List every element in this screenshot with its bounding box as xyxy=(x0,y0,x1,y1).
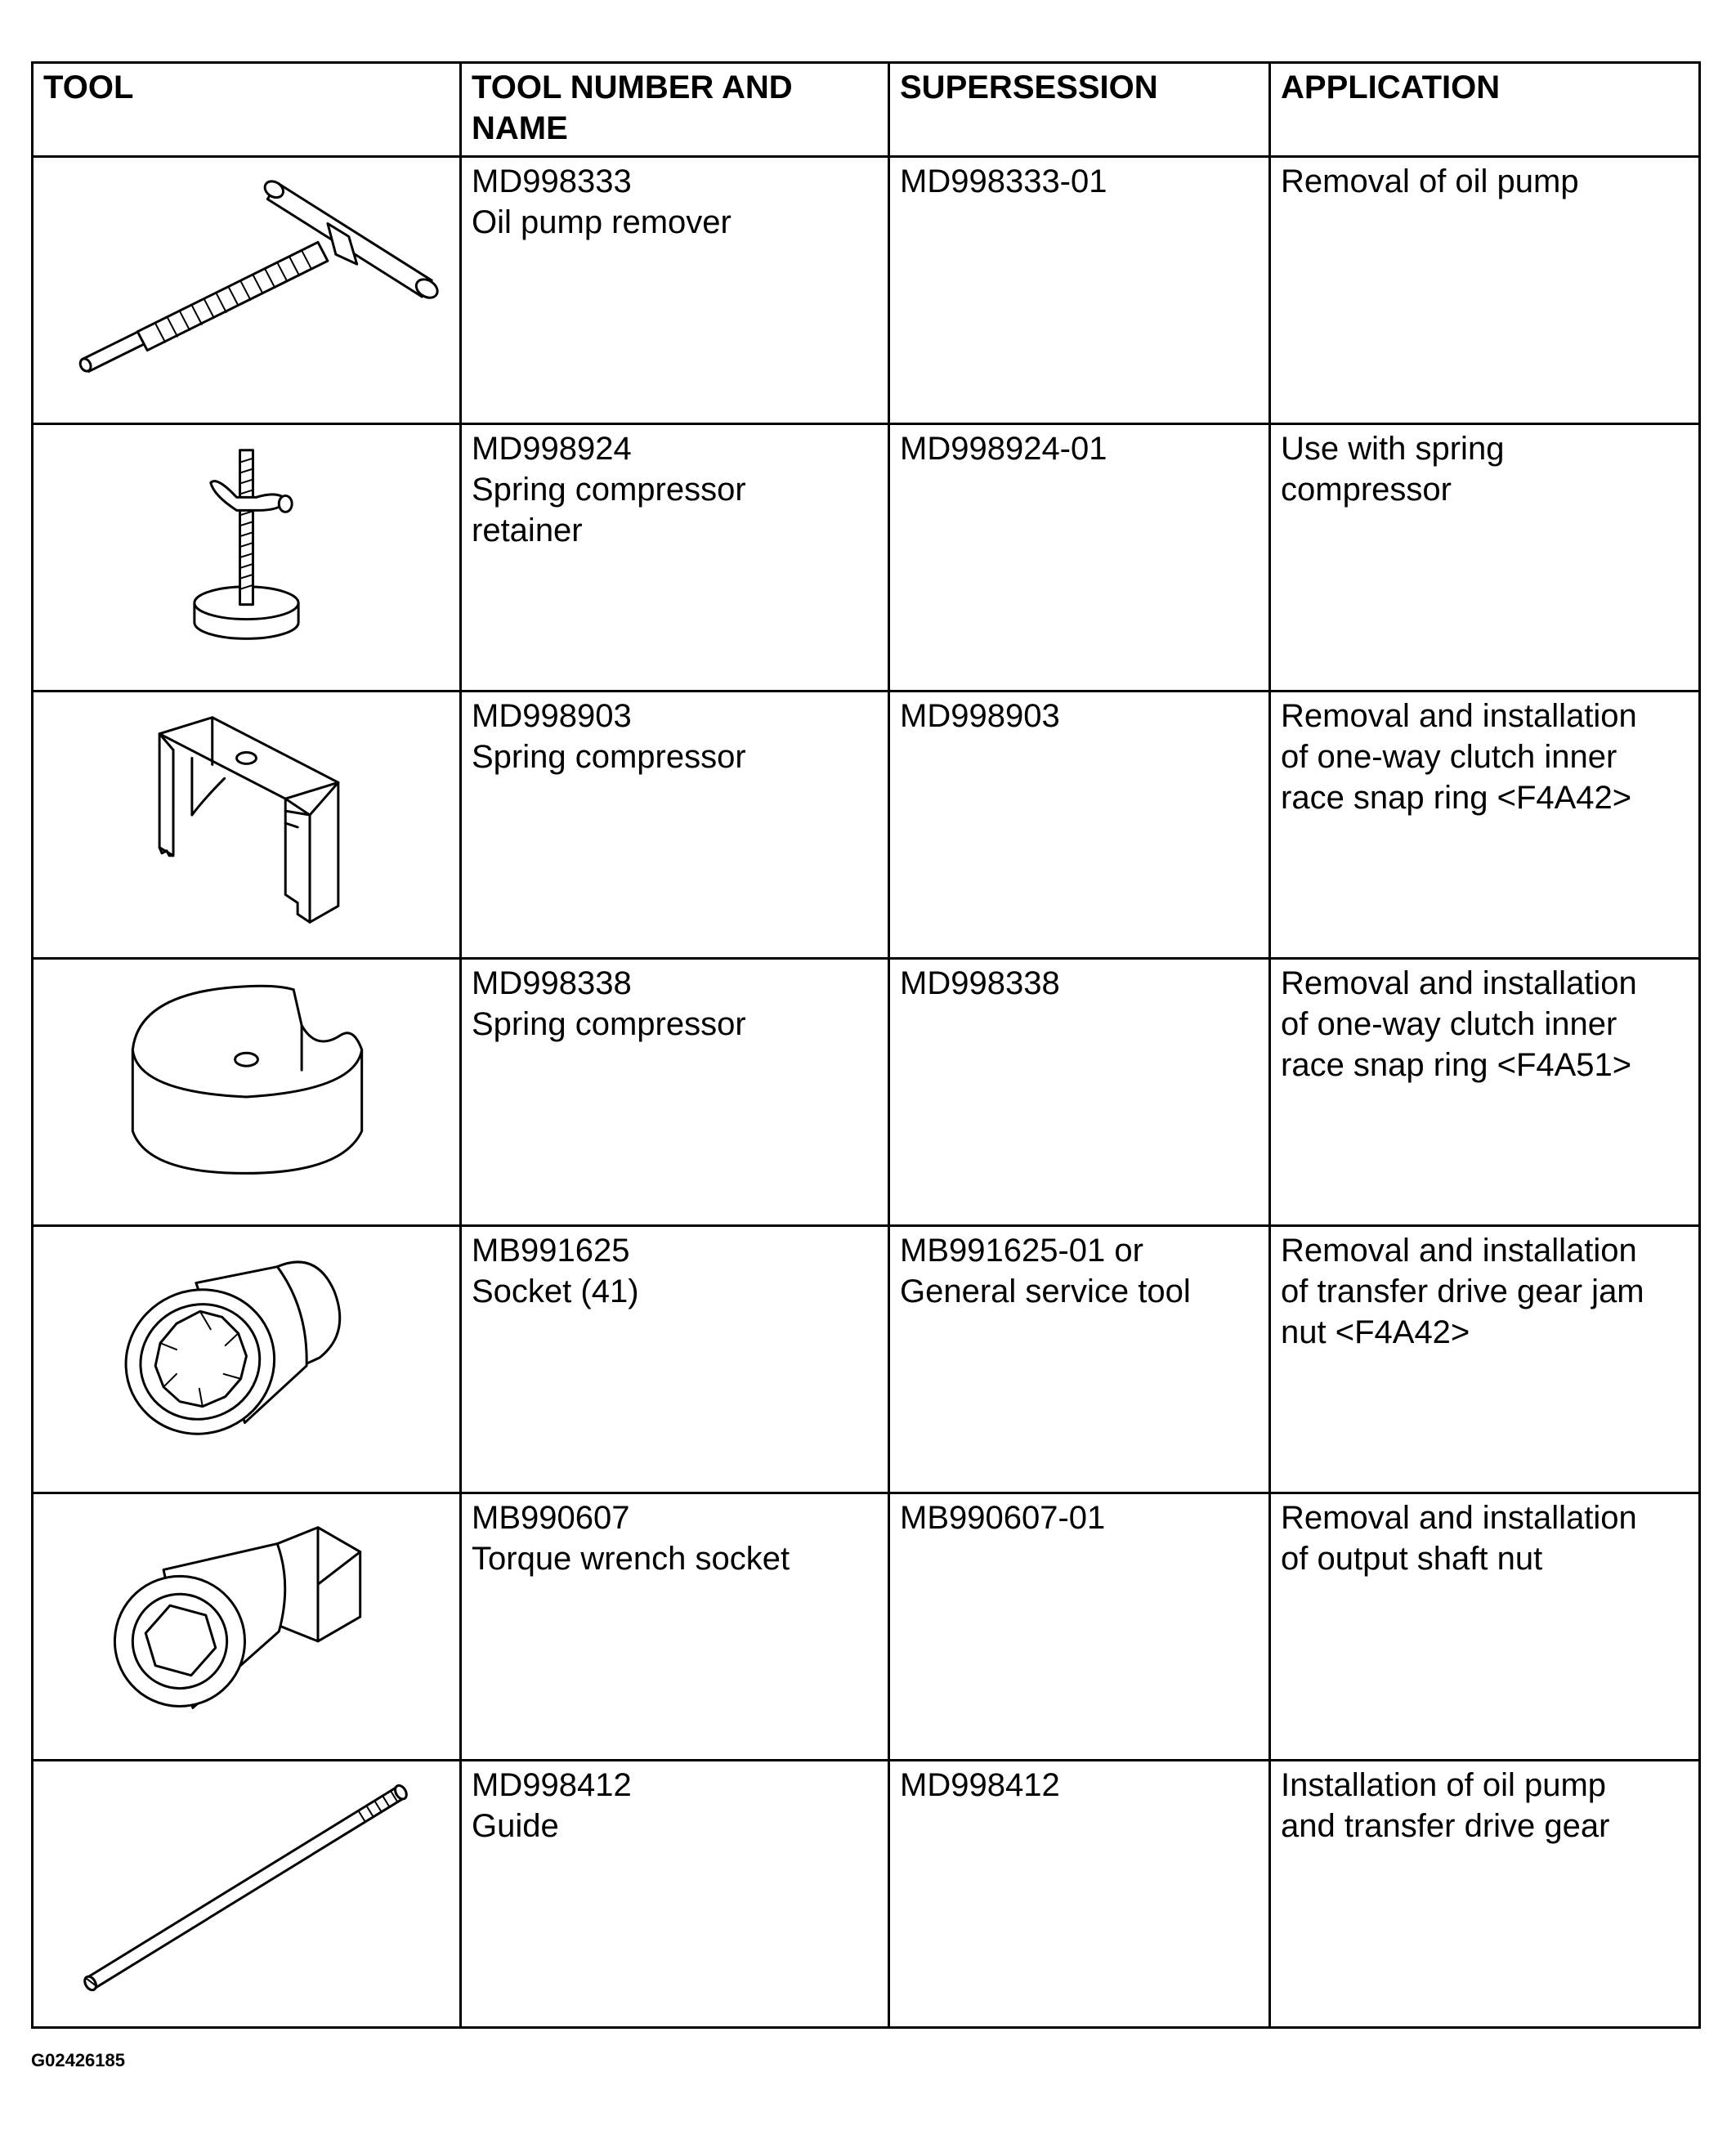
tool-number: MD998338 xyxy=(472,965,632,1001)
tool-image-cell xyxy=(33,1761,461,2028)
tool-number-name-cell xyxy=(461,959,889,1226)
header-tool: TOOL xyxy=(33,63,461,157)
tool-number: MD998412 xyxy=(472,1767,632,1803)
t-handle-oil-pump-remover-icon xyxy=(34,158,459,423)
application-text: race snap ring <F4A51> xyxy=(1281,1047,1632,1083)
table-row xyxy=(33,157,1700,424)
special-tools-table xyxy=(31,61,1701,2029)
table-row xyxy=(33,1226,1700,1493)
application-cell xyxy=(1270,1226,1700,1493)
application-text: Removal of oil pump xyxy=(1281,163,1579,199)
supersession-text: MD998903 xyxy=(900,698,1060,734)
tool-number: MD998903 xyxy=(472,698,632,734)
tool-image-cell xyxy=(33,692,461,959)
application-text: nut <F4A42> xyxy=(1281,1314,1470,1350)
tool-name: Oil pump remover xyxy=(472,204,732,240)
supersession-cell xyxy=(889,692,1270,959)
supersession-text: MD998338 xyxy=(900,965,1060,1001)
figure-id-label: G02426185 xyxy=(31,2050,125,2070)
tool-image-cell xyxy=(33,959,461,1226)
tool-name: Spring compressor xyxy=(472,739,746,775)
tool-image-cell xyxy=(33,424,461,692)
table-row xyxy=(33,1761,1700,2028)
supersession-cell xyxy=(889,1761,1270,2028)
tool-name: Spring compressor xyxy=(472,1006,746,1042)
application-cell xyxy=(1270,959,1700,1226)
application-text: Installation of oil pump xyxy=(1281,1767,1607,1803)
tool-image-cell xyxy=(33,1226,461,1493)
tool-name: Socket (41) xyxy=(472,1273,639,1309)
tool-number: MD998333 xyxy=(472,163,632,199)
supersession-text: MD998333-01 xyxy=(900,163,1107,199)
supersession-cell xyxy=(889,959,1270,1226)
bracket-spring-compressor-icon xyxy=(34,692,459,957)
tool-number-name-cell xyxy=(461,1493,889,1761)
application-text: compressor xyxy=(1281,472,1452,508)
application-text: and transfer drive gear xyxy=(1281,1808,1610,1844)
header-tool-number-line1: TOOL NUMBER AND xyxy=(472,69,793,105)
application-text: of one-way clutch inner xyxy=(1281,739,1617,775)
header-application: APPLICATION xyxy=(1270,63,1700,157)
tool-name: Spring compressor xyxy=(472,472,746,508)
tool-number-name-cell xyxy=(461,1761,889,2028)
guide-rod-icon xyxy=(34,1761,459,2026)
header-supersession: SUPERSESSION xyxy=(889,63,1270,157)
supersession-cell xyxy=(889,1493,1270,1761)
torque-wrench-socket-icon xyxy=(34,1494,459,1759)
application-text: Removal and installation xyxy=(1281,965,1637,1001)
table-header-row xyxy=(33,63,1700,157)
tool-name: Torque wrench socket xyxy=(472,1541,790,1577)
tool-number: MB990607 xyxy=(472,1500,630,1536)
supersession-text: MD998924-01 xyxy=(900,431,1107,467)
supersession-text: MB990607-01 xyxy=(900,1500,1106,1536)
header-tool-number-and-name xyxy=(461,63,889,157)
application-text: of one-way clutch inner xyxy=(1281,1006,1617,1042)
application-cell xyxy=(1270,1493,1700,1761)
wing-nut-retainer-icon xyxy=(34,425,459,690)
twelve-point-socket-icon xyxy=(34,1227,459,1492)
tool-number-name-cell xyxy=(461,157,889,424)
application-text: race snap ring <F4A42> xyxy=(1281,780,1632,816)
supersession-text: General service tool xyxy=(900,1273,1191,1309)
application-cell xyxy=(1270,157,1700,424)
tool-number-name-cell xyxy=(461,692,889,959)
application-text: Use with spring xyxy=(1281,431,1505,467)
tool-number-name-cell xyxy=(461,424,889,692)
header-tool-number-line2: NAME xyxy=(472,110,568,146)
supersession-text: MB991625-01 or xyxy=(900,1233,1143,1269)
supersession-cell xyxy=(889,424,1270,692)
application-text: of output shaft nut xyxy=(1281,1541,1543,1577)
disc-spring-compressor-icon xyxy=(34,960,459,1224)
application-text: Removal and installation xyxy=(1281,1500,1637,1536)
tool-number-name-cell xyxy=(461,1226,889,1493)
application-text: Removal and installation xyxy=(1281,1233,1637,1269)
table-row xyxy=(33,959,1700,1226)
supersession-cell xyxy=(889,1226,1270,1493)
tool-image-cell xyxy=(33,157,461,424)
application-text: of transfer drive gear jam xyxy=(1281,1273,1644,1309)
application-cell xyxy=(1270,1761,1700,2028)
tool-image-cell xyxy=(33,1493,461,1761)
tool-name: Guide xyxy=(472,1808,559,1844)
table-row xyxy=(33,424,1700,692)
tool-number: MD998924 xyxy=(472,431,632,467)
application-cell xyxy=(1270,692,1700,959)
application-text: Removal and installation xyxy=(1281,698,1637,734)
table-row xyxy=(33,692,1700,959)
tool-name: retainer xyxy=(472,513,583,548)
table-row xyxy=(33,1493,1700,1761)
tool-number: MB991625 xyxy=(472,1233,630,1269)
supersession-cell xyxy=(889,157,1270,424)
application-cell xyxy=(1270,424,1700,692)
supersession-text: MD998412 xyxy=(900,1767,1060,1803)
